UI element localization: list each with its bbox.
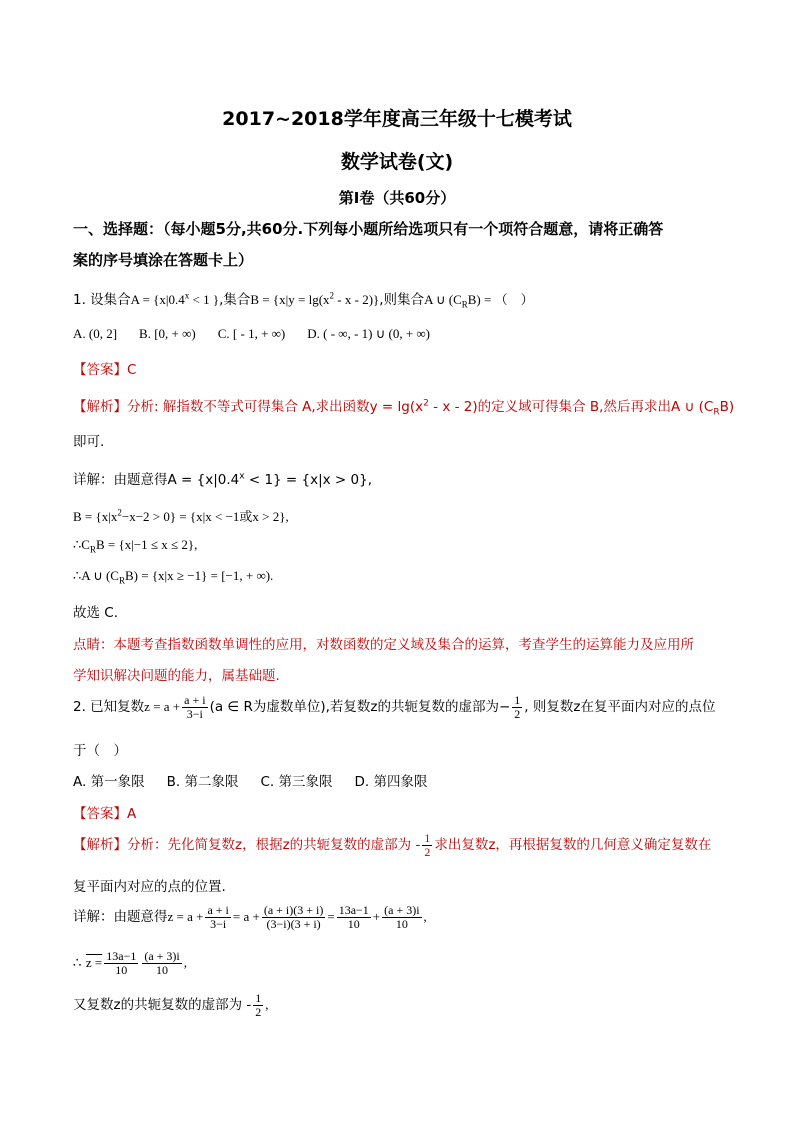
q2-detail-prefix: 详解：由题意得 bbox=[73, 909, 168, 926]
q2-stem-frac-num: a + i bbox=[184, 693, 206, 707]
q1-stem-then: ,则集合 bbox=[379, 292, 425, 308]
q2-detail-frac4 bbox=[382, 904, 421, 930]
q1-target-tail: B) = （ ） bbox=[467, 292, 534, 307]
q1-detail-line2 bbox=[73, 506, 289, 525]
q1-analysis-text-b: - x - 2)的定义域可得集合 B,然后再求出A ∪ (C bbox=[428, 399, 714, 415]
q1-detail1-exp: x bbox=[239, 471, 245, 482]
q2-conj-frac2 bbox=[142, 950, 181, 976]
q1-set-b-tail: - x - 2)} bbox=[334, 292, 380, 307]
q2-stem-half-den: 2 bbox=[514, 706, 521, 721]
q2-conj-f1-den: 10 bbox=[115, 962, 128, 977]
q1-detail1-b: < 1} = {x|x > 0}, bbox=[244, 472, 373, 488]
q2-stem-cond: (a ∈ R为虚数单位),若复数z的共轭复数的虚部为− bbox=[209, 699, 511, 716]
q2-detail-frac1 bbox=[205, 904, 230, 930]
q2-last-half bbox=[253, 992, 263, 1018]
q2-detail-f4-num: (a + 3)i bbox=[384, 903, 420, 917]
q2-detail-plus: + bbox=[372, 909, 381, 925]
q2-conj-end: , bbox=[183, 955, 188, 971]
part-heading-line2: 案的序号填涂在答题卡上） bbox=[73, 251, 254, 269]
q2-analysis-line1 bbox=[73, 832, 711, 858]
section-heading: 第Ⅰ卷（共60分） bbox=[338, 189, 456, 207]
part-heading-line1: 一、选择题：（每小题5分,共60分.下列每小题所给选项只有一个项符合题意，请将正确答 bbox=[73, 220, 664, 238]
q2-option-c: C. 第三象限 bbox=[260, 774, 333, 790]
q2-detail-eq1: z = a + bbox=[167, 909, 204, 925]
q2-conj-f1-num: 13a−1 bbox=[106, 949, 137, 963]
q2-detail-eq3: = bbox=[327, 909, 335, 925]
q1-comment-line2: 学知识解决问题的能力，属基础题. bbox=[73, 668, 280, 684]
q1-analysis-line1 bbox=[73, 395, 734, 418]
q2-detail-end: , bbox=[423, 909, 427, 925]
q2-conj-z: z = bbox=[85, 955, 103, 971]
q2-last-end: , bbox=[265, 997, 269, 1013]
q1-analysis-sub: R bbox=[713, 407, 720, 418]
q1-detail-line5: 故选 C. bbox=[73, 605, 119, 621]
q1-stem-mid: ,集合 bbox=[219, 292, 251, 308]
exam-subtitle: 数学试卷(文) bbox=[340, 151, 454, 173]
q2-stem-half bbox=[512, 694, 522, 720]
q2-detail-f3-num: 13a−1 bbox=[338, 903, 369, 917]
q1-detail1-a: 详解：由题意得A = {x|0.4 bbox=[73, 472, 240, 488]
q2-stem-frac-den: 3−i bbox=[186, 706, 203, 721]
q1-answer-tag: 【答案】 bbox=[73, 362, 127, 378]
q1-option-c: C. [ - 1, + ∞) bbox=[217, 326, 286, 341]
q1-set-a-tail: < 1 } bbox=[189, 292, 220, 307]
q1-detail4-sub: R bbox=[118, 575, 125, 586]
q2-detail-frac3 bbox=[337, 904, 371, 930]
q2-detail-frac2 bbox=[262, 904, 326, 930]
q1-set-b: B = {x|y = lg(x bbox=[250, 292, 330, 307]
q1-analysis-line2: 即可. bbox=[73, 434, 105, 450]
q1-detail3-b: B = {x|−1 ≤ x ≤ 2}, bbox=[95, 537, 198, 552]
q1-option-a: A. (0, 2] bbox=[73, 326, 118, 341]
q2-stem-line1 bbox=[73, 694, 715, 720]
q1-set-a-exp: x bbox=[184, 290, 190, 301]
q2-analysis-half bbox=[422, 832, 432, 858]
q2-stem-half-num: 1 bbox=[514, 693, 521, 707]
q2-last-half-den: 2 bbox=[255, 1004, 262, 1019]
q1-target-sub: R bbox=[461, 299, 468, 310]
q2-detail-f2-den: (3−i)(3 + i) bbox=[266, 916, 321, 931]
q1-analysis-text-c: B) bbox=[719, 399, 735, 415]
q2-option-b: B. 第二象限 bbox=[166, 774, 239, 790]
q2-stem-line2: 于（ ） bbox=[73, 743, 127, 759]
q2-analysis-line2: 复平面内对应的点的位置. bbox=[73, 879, 226, 895]
q2-analysis-half-den: 2 bbox=[424, 844, 431, 859]
q2-stem-tail: , 则复数z在复平面内对应的点位 bbox=[524, 699, 716, 716]
q1-detail-line1 bbox=[73, 468, 372, 488]
q2-detail-f1-den: 3−i bbox=[210, 916, 227, 931]
q1-detail2-exp: 2 bbox=[117, 507, 122, 518]
q2-stem-z: z = a + bbox=[144, 699, 181, 715]
exam-title: 2017~2018学年度高三年级十七模考试 bbox=[222, 108, 572, 130]
q1-detail2-b: −x−2 > 0} = {x|x < −1或x > 2}, bbox=[121, 509, 289, 524]
q2-detail-f4-den: 10 bbox=[395, 916, 408, 931]
q2-conj-frac1 bbox=[104, 950, 138, 976]
q2-analysis-half-num: 1 bbox=[424, 831, 431, 845]
q2-detail-f1-num: a + i bbox=[207, 903, 229, 917]
q1-detail2-a: B = {x|x bbox=[73, 509, 118, 524]
q1-analysis-text-a: 分析: 解指数不等式可得集合 A,求出函数y = lg(x bbox=[127, 399, 424, 415]
q1-detail4-a: ∴A ∪ (C bbox=[73, 568, 119, 583]
q2-last-text: 又复数z的共轭复数的虚部为 - bbox=[73, 997, 252, 1014]
q1-target: A ∪ (C bbox=[424, 292, 462, 307]
q2-answer-value: A bbox=[127, 806, 137, 822]
q1-detail3-a: ∴C bbox=[73, 537, 90, 552]
q1-option-b: B. [0, + ∞) bbox=[139, 326, 196, 341]
q1-detail3-sub: R bbox=[89, 544, 96, 555]
q2-stem-prefix: 2. 已知复数 bbox=[73, 699, 145, 716]
q2-detail-line1 bbox=[73, 904, 427, 930]
q2-conj-f2-den: 10 bbox=[156, 962, 169, 977]
q2-last-half-num: 1 bbox=[255, 991, 262, 1005]
q2-stem-fraction bbox=[182, 694, 207, 720]
q1-stem bbox=[73, 288, 534, 310]
q1-comment-line1: 点睛：本题考查指数函数单调性的应用，对数函数的定义域及集合的运算，考查学生的运算能力及应用所 bbox=[73, 637, 694, 653]
q2-conj-line bbox=[73, 950, 187, 976]
q2-detail-eq2: = a + bbox=[232, 909, 260, 925]
q1-detail-line3 bbox=[73, 537, 197, 555]
q2-analysis-text-b: 求出复数z，再根据复数的几何意义确定复数在 bbox=[434, 837, 712, 854]
q1-answer-value: C bbox=[127, 362, 137, 378]
q1-set-b-exp: 2 bbox=[329, 290, 335, 301]
q2-detail-f3-den: 10 bbox=[347, 916, 360, 931]
q2-options bbox=[73, 770, 449, 790]
q1-option-d: D. ( - ∞, - 1) ∪ (0, + ∞) bbox=[307, 326, 430, 341]
q2-conj-prefix: ∴ bbox=[73, 955, 82, 972]
q1-detail4-b: B) = {x|x ≥ −1} = [−1, + ∞). bbox=[124, 568, 274, 583]
q2-analysis-tag: 【解析】 bbox=[73, 837, 127, 854]
q1-set-a: A = {x|0.4 bbox=[130, 292, 185, 307]
q2-answer-tag: 【答案】 bbox=[73, 806, 127, 822]
q2-option-a: A. 第一象限 bbox=[73, 774, 145, 790]
q1-analysis-tag: 【解析】 bbox=[73, 399, 127, 415]
q1-analysis-exp: 2 bbox=[423, 398, 429, 409]
q2-conj-f2-num: (a + 3)i bbox=[144, 949, 180, 963]
q2-answer bbox=[73, 802, 136, 822]
q2-last-line bbox=[73, 992, 269, 1018]
q1-stem-prefix: 1. 设集合 bbox=[73, 292, 131, 308]
q2-analysis-text-a: 分析：先化简复数z，根据z的共轭复数的虚部为 - bbox=[127, 837, 421, 854]
q2-detail-f2-num: (a + i)(3 + i) bbox=[263, 903, 324, 917]
q1-options bbox=[73, 326, 452, 342]
q1-detail-line4 bbox=[73, 568, 273, 586]
q2-option-d: D. 第四象限 bbox=[354, 774, 428, 790]
q1-answer bbox=[73, 358, 136, 378]
